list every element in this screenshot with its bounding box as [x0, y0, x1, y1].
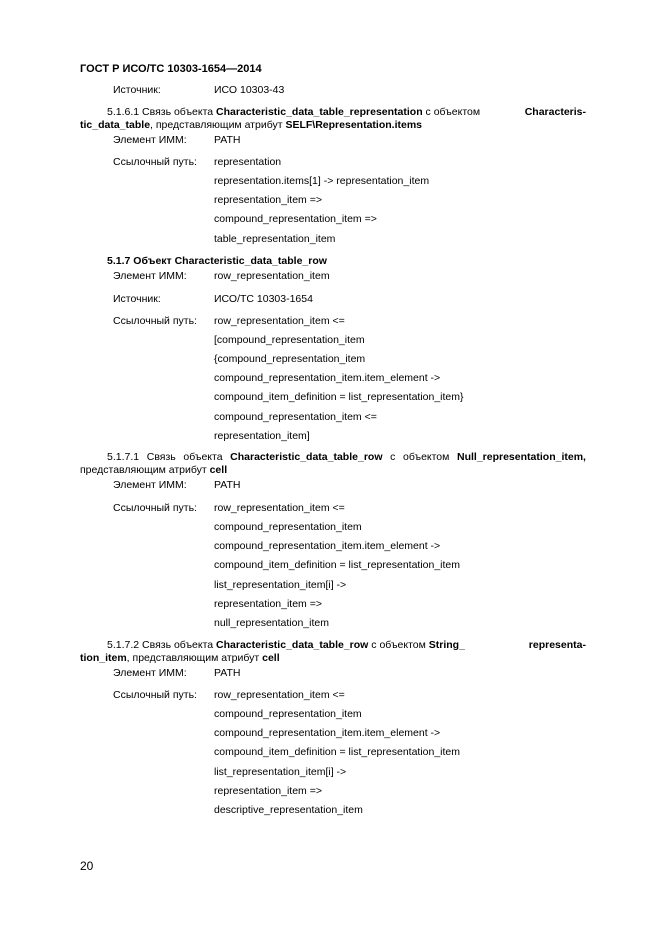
p5161-element-value: PATH — [214, 134, 241, 146]
s517-path-line: {compound_representation_item — [214, 353, 366, 365]
p5161-object: Characteristic_data_table_representation — [216, 106, 423, 118]
p5161-mid: с объектом — [422, 106, 481, 118]
s517-element-value: row_representation_item — [214, 270, 330, 282]
p5171-path-line: compound_item_definition = list_representation_item — [214, 559, 461, 571]
s517-path-line: compound_item_definition = list_representation_item} — [214, 391, 464, 403]
p5161-element-label: Элемент ИММ: — [113, 134, 187, 146]
p5172-target-b: representa- — [528, 639, 586, 651]
p5171-path-line: null_representation_item — [214, 617, 329, 629]
p5161-path-line: representation.items[1] -> representation_item — [214, 175, 430, 187]
p5171-object: Characteristic_data_table_row — [230, 451, 383, 463]
p5171-path-line: compound_representation_item — [214, 521, 362, 533]
p5172-path-label: Ссылочный путь: — [113, 689, 197, 701]
p5172-element-label: Элемент ИММ: — [113, 667, 187, 679]
p5171-element-label: Элемент ИММ: — [113, 479, 187, 491]
paragraph-5-1-7-2 — [80, 639, 586, 665]
p5161-target-a: Characteris- — [524, 106, 586, 118]
p5171-attribute: cell — [209, 464, 228, 476]
source-value: ИСО 10303-43 — [214, 84, 285, 96]
p5172-path-line: descriptive_representation_item — [214, 804, 363, 816]
p5171-word: объектом — [403, 451, 450, 463]
page-number: 20 — [80, 859, 94, 873]
p5171-word: Связь — [146, 451, 176, 463]
p5172-path-line: representation_item => — [214, 785, 322, 797]
s517-path-label: Ссылочный путь: — [113, 315, 197, 327]
p5172-path-line: row_representation_item <= — [214, 689, 345, 701]
s517-path-line: row_representation_item <= — [214, 315, 345, 327]
s517-source-value: ИСО/ТС 10303-1654 — [214, 293, 313, 305]
p5172-target-c: tion_item — [80, 652, 127, 664]
source-label: Источник: — [113, 84, 161, 96]
p5161-attribute: SELF\Representation.items — [285, 119, 422, 131]
p5172-path-line: compound_representation_item.item_element -> — [214, 727, 441, 739]
p5161-path-line: compound_representation_item => — [214, 213, 377, 225]
p5171-element-value: PATH — [214, 479, 241, 491]
p5171-line2: представляющим атрибут — [80, 464, 210, 476]
p5171-word: объекта — [183, 451, 223, 463]
p5161-path-line: table_representation_item — [214, 233, 336, 245]
p5172-path-line: compound_item_definition = list_representation_item — [214, 746, 461, 758]
p5161-prefix: 5.1.6.1 Связь объекта — [107, 106, 217, 118]
p5172-object: Characteristic_data_table_row — [216, 639, 369, 651]
p5171-path-line: list_representation_item[i] -> — [214, 579, 347, 591]
p5171-path-line: compound_representation_item.item_element -> — [214, 540, 441, 552]
p5161-path-line: representation — [214, 156, 282, 168]
p5172-mid: с объектом — [368, 639, 429, 651]
s517-path-line: representation_item] — [214, 430, 310, 442]
p5172-target-a: String_ — [428, 639, 465, 651]
s517-path-line: compound_representation_item.item_element -> — [214, 372, 441, 384]
page-header-title: ГОСТ Р ИСО/ТС 10303-1654—2014 — [80, 63, 262, 75]
p5172-path-line: list_representation_item[i] -> — [214, 766, 347, 778]
p5161-path-line: representation_item => — [214, 194, 322, 206]
p5172-path-line: compound_representation_item — [214, 708, 362, 720]
p5161-suffix: , представляющим атрибут — [150, 119, 286, 131]
p5171-path-line: representation_item => — [214, 598, 322, 610]
p5172-attribute: cell — [262, 652, 280, 664]
p5171-path-line: row_representation_item <= — [214, 502, 345, 514]
s517-path-line: [compound_representation_item — [214, 334, 365, 346]
p5171-path-label: Ссылочный путь: — [113, 502, 197, 514]
p5171-target: Null_representation_item, — [457, 451, 586, 463]
p5171-num: 5.1.7.1 — [107, 451, 140, 463]
s517-source-label: Источник: — [113, 293, 161, 305]
p5161-path-label: Ссылочный путь: — [113, 156, 197, 168]
s517-element-label: Элемент ИММ: — [113, 270, 187, 282]
p5172-prefix: 5.1.7.2 Связь объекта — [107, 639, 217, 651]
s517-path-line: compound_representation_item <= — [214, 411, 377, 423]
p5171-word: с — [390, 451, 396, 463]
p5161-target-b: tic_data_table — [80, 119, 151, 131]
section-heading-5-1-7: 5.1.7 Объект Characteristic_data_table_row — [107, 255, 327, 267]
p5172-suffix: , представляющим атрибут — [126, 652, 263, 664]
p5172-element-value: PATH — [214, 667, 241, 679]
paragraph-5-1-6-1 — [80, 106, 586, 132]
paragraph-5-1-7-1 — [80, 451, 586, 477]
